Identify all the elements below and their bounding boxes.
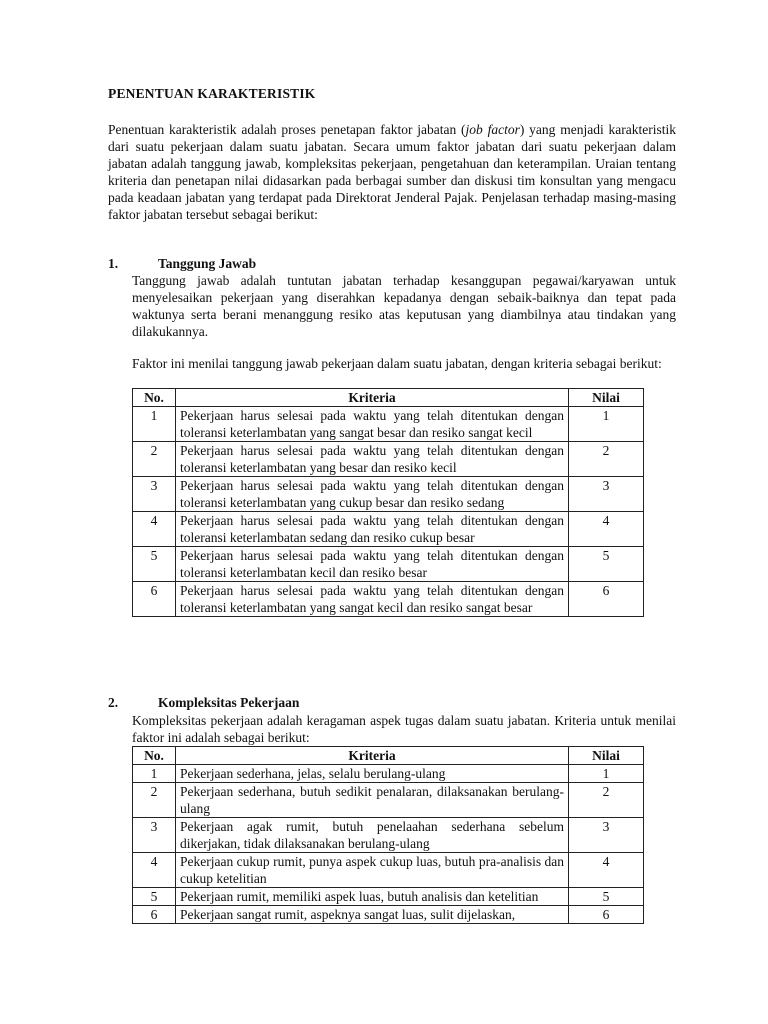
cell-no: 6 xyxy=(133,582,176,617)
section-2-number: 2. xyxy=(108,695,119,710)
responsibility-criteria-table xyxy=(132,388,644,617)
cell-nilai: 6 xyxy=(569,906,644,924)
table-row xyxy=(133,582,644,617)
cell-kriteria: Pekerjaan harus selesai pada waktu yang telah ditentukan dengan toleransi keterlambatan yang cukup besar dan resiko sedang xyxy=(176,477,569,512)
cell-no: 3 xyxy=(133,818,176,853)
cell-no: 5 xyxy=(133,547,176,582)
cell-nilai: 4 xyxy=(569,512,644,547)
cell-nilai: 2 xyxy=(569,783,644,818)
section-1-paragraph-2: Faktor ini menilai tanggung jawab pekerjaan dalam suatu jabatan, dengan kriteria sebagai berikut: xyxy=(132,356,662,371)
cell-no: 4 xyxy=(133,512,176,547)
cell-nilai: 4 xyxy=(569,853,644,888)
cell-no: 4 xyxy=(133,853,176,888)
column-header-no: No. xyxy=(133,389,176,407)
section-1-number: 1. xyxy=(108,256,119,271)
cell-kriteria: Pekerjaan rumit, memiliki aspek luas, butuh analisis dan ketelitian xyxy=(176,888,569,906)
table-header-row xyxy=(133,389,644,407)
section-1-paragraph-1: Tanggung jawab adalah tuntutan jabatan terhadap kesanggupan pegawai/karyawan untuk menyelesaikan pekerjaan yang diserahkan kepadanya dengan sebaik-baiknya dan tepat pada waktunya serta berani menanggung resiko atas keputusan yang diambilnya atau tindakan yang dilakukannya. xyxy=(132,273,676,339)
table-row xyxy=(133,512,644,547)
cell-kriteria: Pekerjaan sangat rumit, aspeknya sangat luas, sulit dijelaskan, xyxy=(176,906,569,924)
cell-no: 2 xyxy=(133,442,176,477)
cell-no: 6 xyxy=(133,906,176,924)
cell-nilai: 5 xyxy=(569,888,644,906)
column-header-nilai: Nilai xyxy=(569,389,644,407)
table-row xyxy=(133,442,644,477)
cell-kriteria: Pekerjaan harus selesai pada waktu yang telah ditentukan dengan toleransi keterlambatan yang besar dan resiko kecil xyxy=(176,442,569,477)
cell-kriteria: Pekerjaan harus selesai pada waktu yang telah ditentukan dengan toleransi keterlambatan yang sangat besar dan resiko sangat kecil xyxy=(176,407,569,442)
table-row xyxy=(133,547,644,582)
cell-nilai: 5 xyxy=(569,547,644,582)
cell-nilai: 6 xyxy=(569,582,644,617)
section-1-heading: Tanggung Jawab xyxy=(158,256,257,271)
cell-kriteria: Pekerjaan sederhana, butuh sedikit penalaran, dilaksanakan berulang-ulang xyxy=(176,783,569,818)
cell-kriteria: Pekerjaan agak rumit, butuh penelaahan sederhana sebelum dikerjakan, tidak dilaksanakan berulang-ulang xyxy=(176,818,569,853)
column-header-kriteria: Kriteria xyxy=(176,747,569,765)
cell-no: 2 xyxy=(133,783,176,818)
cell-nilai: 1 xyxy=(569,407,644,442)
cell-kriteria: Pekerjaan harus selesai pada waktu yang telah ditentukan dengan toleransi keterlambatan kecil dan resiko besar xyxy=(176,547,569,582)
page-title: PENENTUAN KARAKTERISTIK xyxy=(108,86,316,101)
table-row xyxy=(133,853,644,888)
cell-no: 5 xyxy=(133,888,176,906)
column-header-kriteria: Kriteria xyxy=(176,389,569,407)
cell-nilai: 3 xyxy=(569,477,644,512)
section-2-paragraph-1: Kompleksitas pekerjaan adalah keragaman aspek tugas dalam suatu jabatan. Kriteria untuk menilai faktor ini adalah sebagai berikut: xyxy=(132,713,676,745)
table-row xyxy=(133,783,644,818)
table-row xyxy=(133,818,644,853)
intro-italic-term: job factor xyxy=(465,122,520,137)
table-row xyxy=(133,407,644,442)
complexity-criteria-table xyxy=(132,746,644,924)
table-row xyxy=(133,906,644,924)
column-header-nilai: Nilai xyxy=(569,747,644,765)
table-row xyxy=(133,477,644,512)
intro-text-after: ) yang menjadi karakteristik dari suatu pekerjaan dalam suatu jabatan. Secara umum faktor jabatan dari suatu pekerjaan dalam jabatan adalah tanggung jawab, kompleksitas pekerjaan, pengetahuan dan keterampilan. Uraian tentang kriteria dan penetapan nilai didasarkan pada berbagai sumber dan diskusi tim konsultan yang mengacu pada keadaan jabatan yang terdapat pada Direktorat Jenderal Pajak. Penjelasan terhadap masing-masing faktor jabatan tersebut sebagai berikut: xyxy=(108,122,676,222)
intro-text-before: Penentuan karakteristik adalah proses penetapan faktor jabatan ( xyxy=(108,122,466,137)
cell-kriteria: Pekerjaan sederhana, jelas, selalu berulang-ulang xyxy=(176,765,569,783)
section-2-heading: Kompleksitas Pekerjaan xyxy=(158,695,300,710)
cell-kriteria: Pekerjaan harus selesai pada waktu yang telah ditentukan dengan toleransi keterlambatan sedang dan resiko cukup besar xyxy=(176,512,569,547)
table-row xyxy=(133,888,644,906)
cell-kriteria: Pekerjaan harus selesai pada waktu yang telah ditentukan dengan toleransi keterlambatan yang sangat kecil dan resiko sangat besar xyxy=(176,582,569,617)
cell-no: 1 xyxy=(133,407,176,442)
table-header-row xyxy=(133,747,644,765)
column-header-no: No. xyxy=(133,747,176,765)
cell-kriteria: Pekerjaan cukup rumit, punya aspek cukup luas, butuh pra-analisis dan cukup ketelitian xyxy=(176,853,569,888)
cell-no: 1 xyxy=(133,765,176,783)
table-row xyxy=(133,765,644,783)
intro-paragraph xyxy=(108,121,676,223)
cell-nilai: 3 xyxy=(569,818,644,853)
cell-nilai: 1 xyxy=(569,765,644,783)
cell-no: 3 xyxy=(133,477,176,512)
cell-nilai: 2 xyxy=(569,442,644,477)
